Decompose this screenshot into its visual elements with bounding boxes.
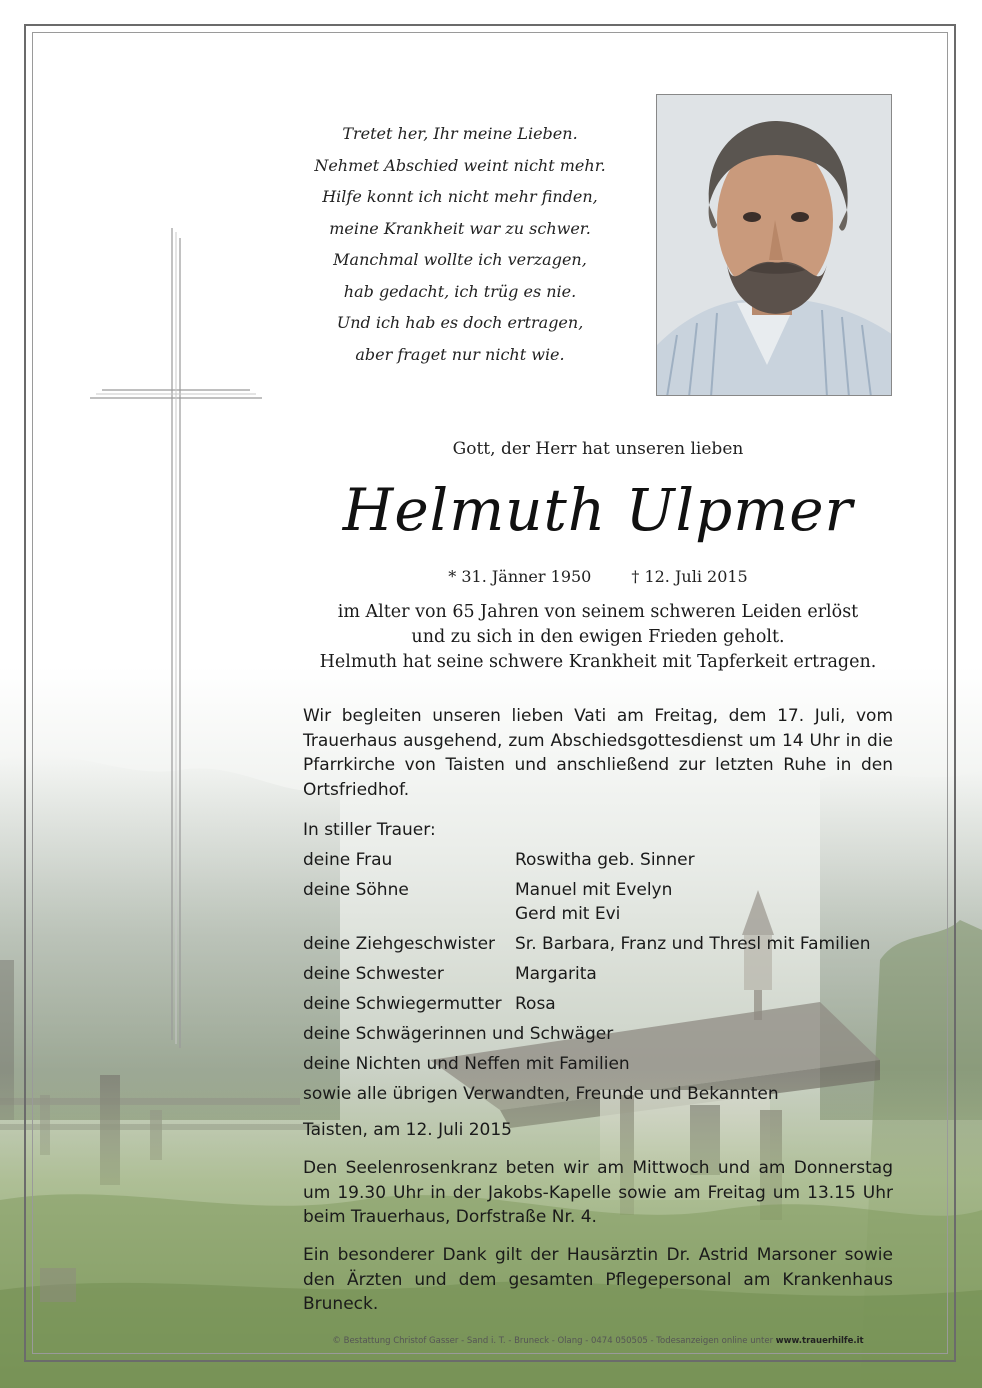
mourner-name: Manuel mit Evelyn bbox=[515, 880, 673, 900]
poem-line: Nehmet Abschied weint nicht mehr. bbox=[314, 155, 606, 175]
poem-line: Tretet her, Ihr meine Lieben. bbox=[342, 124, 578, 143]
place-and-date: Taisten, am 12. Juli 2015 bbox=[303, 1120, 512, 1140]
funeral-details: Wir begleiten unseren lieben Vati am Freitag, dem 17. Juli, vom Trauerhaus ausgehend, zum Abschiedsgottesdienst um 14 Uhr in die Pfarrkirche von Taisten und anschließend zur letzten Ruhe in den Ortsfriedhof. bbox=[303, 706, 893, 800]
mourner-row bbox=[303, 848, 903, 872]
mourner-row bbox=[303, 992, 903, 1016]
mourner-relation: deine Söhne bbox=[303, 880, 409, 900]
poem-line: Manchmal wollte ich verzagen, bbox=[333, 250, 587, 269]
poem-line: hab gedacht, ich trüg es nie. bbox=[343, 281, 577, 301]
mourner-relation: deine Schwester bbox=[303, 964, 444, 984]
mourner-relation: deine Ziehgeschwister bbox=[303, 934, 496, 954]
death-circumstances bbox=[300, 600, 896, 675]
rosary-details: Den Seelenrosenkranz beten wir am Mittwoch und am Donnerstag um 19.30 Uhr in der Jakobs-Kapelle sowie am Freitag um 13.15 Uhr beim Trauerhaus, Dorfstraße Nr. 4. bbox=[303, 1158, 893, 1227]
mourners-list bbox=[303, 818, 903, 1112]
mourner-row bbox=[303, 932, 903, 956]
circumstance-line: und zu sich in den ewigen Frieden geholt. bbox=[411, 627, 785, 647]
portrait-photo bbox=[656, 94, 892, 396]
mourner-line: deine Nichten und Neffen mit Familien bbox=[303, 1054, 630, 1074]
mourner-name: Roswitha geb. Sinner bbox=[515, 850, 695, 870]
thanks-note: Ein besonderer Dank gilt der Hausärztin Dr. Astrid Marsoner sowie den Ärzten und dem gesamten Pflegepersonal am Krankenhaus Bruneck. bbox=[303, 1245, 893, 1314]
mourner-name: Sr. Barbara, Franz und Thresl mit Familien bbox=[515, 934, 871, 954]
mourner-name: Rosa bbox=[515, 994, 556, 1014]
cross-icon bbox=[88, 228, 264, 1048]
circumstance-line: im Alter von 65 Jahren von seinem schweren Leiden erlöst bbox=[337, 602, 859, 622]
mourner-row bbox=[303, 878, 903, 926]
deceased-name: Helmuth Ulpmer bbox=[342, 476, 854, 544]
footer-text: © Bestattung Christof Gasser - Sand i. T. - Bruneck - Olang - 0474 050505 - Todesanzeigen online unter bbox=[332, 1336, 774, 1346]
mourner-row bbox=[303, 962, 903, 986]
life-dates bbox=[300, 567, 896, 586]
mourner-line: deine Schwägerinnen und Schwäger bbox=[303, 1024, 614, 1044]
portrait-illustration bbox=[657, 95, 892, 396]
footer-link[interactable]: www.trauerhilfe.it bbox=[775, 1336, 864, 1346]
mourner-relation: deine Schwiegermutter bbox=[303, 994, 502, 1014]
memorial-poem bbox=[300, 118, 620, 370]
death-date: † 12. Juli 2015 bbox=[631, 567, 748, 586]
mourners-heading: In stiller Trauer: bbox=[303, 820, 436, 840]
mourner-name: Margarita bbox=[515, 964, 597, 984]
poem-line: meine Krankheit war zu schwer. bbox=[329, 218, 591, 238]
circumstance-line: Helmuth hat seine schwere Krankheit mit Tapferkeit ertragen. bbox=[319, 652, 877, 672]
mourner-name: Gerd mit Evi bbox=[515, 904, 621, 924]
footer-credits bbox=[300, 1336, 896, 1346]
poem-line: aber fraget nur nicht wie. bbox=[355, 344, 565, 364]
mourner-line: sowie alle übrigen Verwandten, Freunde und Bekannten bbox=[303, 1084, 779, 1104]
announcement-intro: Gott, der Herr hat unseren lieben bbox=[452, 439, 744, 459]
birth-date: * 31. Jänner 1950 bbox=[448, 567, 592, 586]
poem-line: Und ich hab es doch ertragen, bbox=[336, 313, 584, 332]
mourner-relation: deine Frau bbox=[303, 850, 393, 870]
poem-line: Hilfe konnt ich nicht mehr finden, bbox=[322, 187, 598, 206]
